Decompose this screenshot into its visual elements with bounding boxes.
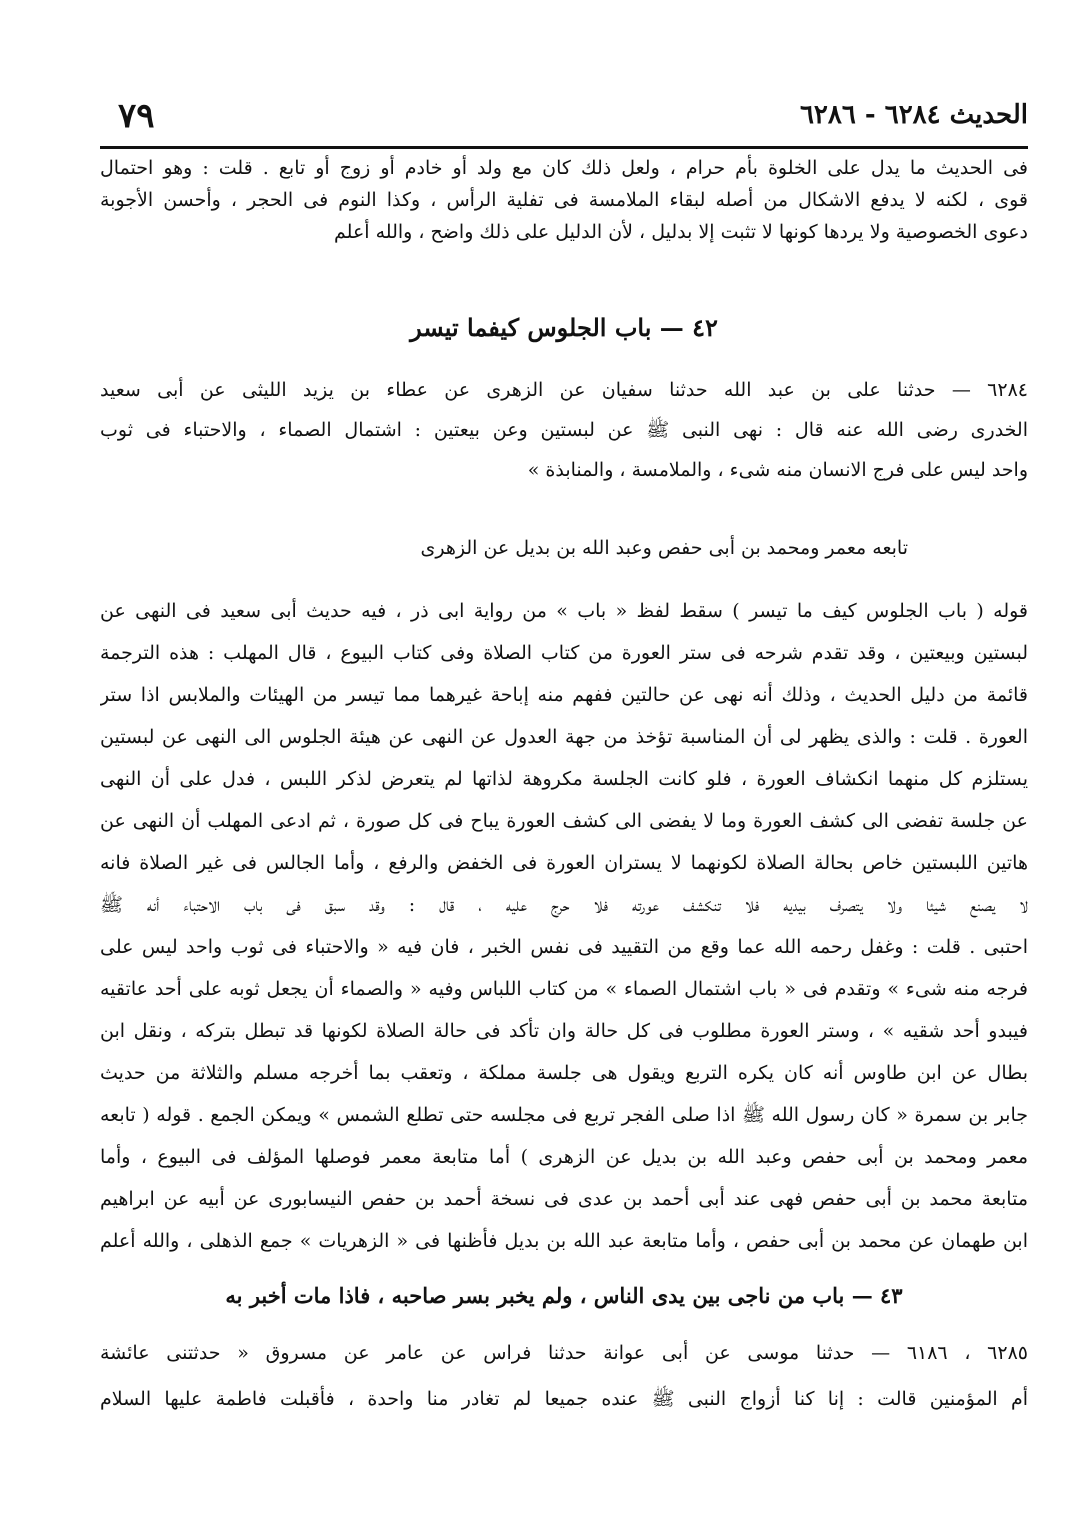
text-line: قوى ، لكنه لا يدفع الاشكال من أصله لبقاء الملامسة فى تفلية الرأس ، وكذا النوم فى الحجر ، وأحسن الأجوبة (100, 189, 1028, 211)
text-line: ابن طهمان عن محمد بن أبى حفص ، وأما متابعة عبد الله بن بديل فأظنها فى « الزهريات » جمع الذهلى ، والله أعلم (100, 1230, 1028, 1252)
text-line: عن جلسة تفضى الى كشف العورة وما لا يفضى الى كشف العورة يباح فى كل صورة ، ثم ادعى المهلب أن النهى عن (100, 810, 1028, 832)
running-title: الحديث ٦٢٨٤ - ٦٢٨٦ (799, 100, 1028, 130)
intro-paragraph (100, 152, 1028, 248)
text-line: دعوى الخصوصية ولا يردها كونها لا تثبت إلا بدليل ، لأن الدليل على ذلك واضح ، والله أعلم (334, 221, 1028, 243)
text-line: العورة . قلت : والذى يظهر لى أن المناسبة تؤخذ من جهة العدول عن النهى عن هيئة الجلوس الى النهى عن لبستين (100, 726, 1028, 748)
text-line: جابر بن سمرة « كان رسول الله ﷺ اذا صلى الفجر تربع فى مجلسه حتى تطلع الشمس » ويمكن الجمع . قوله ( تابعه (100, 1104, 1028, 1126)
text-line: أم المؤمنين قالت : إنا كنا أزواج النبى ﷺ عنده جميعا لم تغادر منا واحدة ، فأقبلت فاطمة عليها السلام (100, 1388, 1028, 1410)
hadith-6284 (100, 370, 1028, 490)
text-line: بطال عن ابن طاوس أنه كان يكره التربع ويقول هى جلسة مملكة ، وتعقب بما أخرجه مسلم والثلاثة من حديث (100, 1062, 1028, 1084)
text-line: فى الحديث ما يدل على الخلوة بأم حرام ، ولعل ذلك كان مع ولد أو خادم أو زوج أو تابع . قلت : وهو احتمال (100, 157, 1028, 179)
text-line: الخدرى رضى الله عنه قال : نهى النبى ﷺ عن لبستين وعن بيعتين : اشتمال الصماء ، والاحتباء فى ثوب (100, 419, 1028, 441)
text-line: واحد ليس على فرج الانسان منه شىء ، والملامسة ، والمنابذة » (527, 459, 1028, 481)
text-line: تابعه معمر ومحمد بن أبى حفص وعبد الله بن بديل عن الزهرى (420, 537, 908, 559)
text-line: احتبى . قلت : وغفل رحمه الله عما وقع من التقييد فى نفس الخبر ، فان فيه « والاحتباء فى ثوب واحد ليس على (100, 936, 1028, 958)
text-line: قائمة من دليل الحديث ، وذلك أنه نهى عن حالتين ففهم منه إباحة غيرهما مما تيسر من الهيئات والملابس اذا ستر (100, 684, 1028, 706)
chapter-heading-43: ٤٣ — باب من ناجى بين يدى الناس ، ولم يخبر بسر صاحبه ، فاذا مات أخبر به (225, 1283, 903, 1308)
page-header (100, 96, 1028, 149)
text-line: متابعة محمد بن أبى حفص فهى عند أبى أحمد بن عدى فى نسخة أحمد بن حفص النيسابورى عن أبيه عن ابراهيم (100, 1188, 1028, 1210)
hadith-6285 (100, 1330, 1028, 1422)
text-line: هاتين اللبستين خاص بحالة الصلاة لكونهما لا يستران العورة فى الخفض والرفع ، وأما الجالس فى غير الصلاة فانه (100, 852, 1028, 874)
page-number: ٧٩ (118, 96, 155, 136)
text-line: فرجه منه شىء » وتقدم فى « باب اشتمال الصماء » من كتاب اللباس وفيه « والصماء أن يجعل ثوبه على أحد عاتقيه (100, 978, 1028, 1000)
chapter-heading-42: ٤٢ — باب الجلوس كيفما تيسر (410, 313, 718, 342)
commentary (100, 590, 1028, 1262)
text-line: معمر ومحمد بن أبى حفص وعبد الله بن بديل عن الزهرى ) أما متابعة معمر فوصلها المؤلف فى البيوع ، وأما (100, 1146, 1028, 1168)
text-line: فيبدو أحد شقيه » ، وستر العورة مطلوب فى كل حالة وان تأكد فى حالة الصلاة لكونها قد تبطل بتركه ، ونقل ابن (100, 1020, 1028, 1042)
text-line: يستلزم كل منهما انكشاف العورة ، فلو كانت الجلسة مكروهة لذاتها لم يتعرض لذكر اللبس ، فدل على أن النهى (100, 768, 1028, 790)
text-line: ٦٢٨٥ ، ٦١٨٦ — حدثنا موسى عن أبى عوانة حدثنا فراس عن عامر عن مسروق « حدثتنى عائشة (100, 1342, 1028, 1364)
text-line: لبستين وبيعتين ، وقد تقدم شرحه فى ستر العورة من كتاب الصلاة وفى كتاب البيوع ، قال المهلب : هذه الترجمة (100, 642, 1028, 664)
text-line: قوله ( باب الجلوس كيف ما تيسر ) سقط لفظ « باب » من رواية ابى ذر ، فيه حديث أبى سعيد فى النهى عن (100, 600, 1028, 622)
text-line: لا يصنع شيئا ولا يتصرف بيديه فلا تنكشف عورته فلا حرج عليه ، قال : وقد سبق فى باب الاحتباء أنه ﷺ (100, 894, 1028, 916)
mutaba-line (100, 532, 1028, 564)
text-line: ٦٢٨٤ — حدثنا على بن عبد الله حدثنا سفيان عن الزهرى عن عطاء بن يزيد الليثى عن أبى سعيد (100, 379, 1028, 401)
